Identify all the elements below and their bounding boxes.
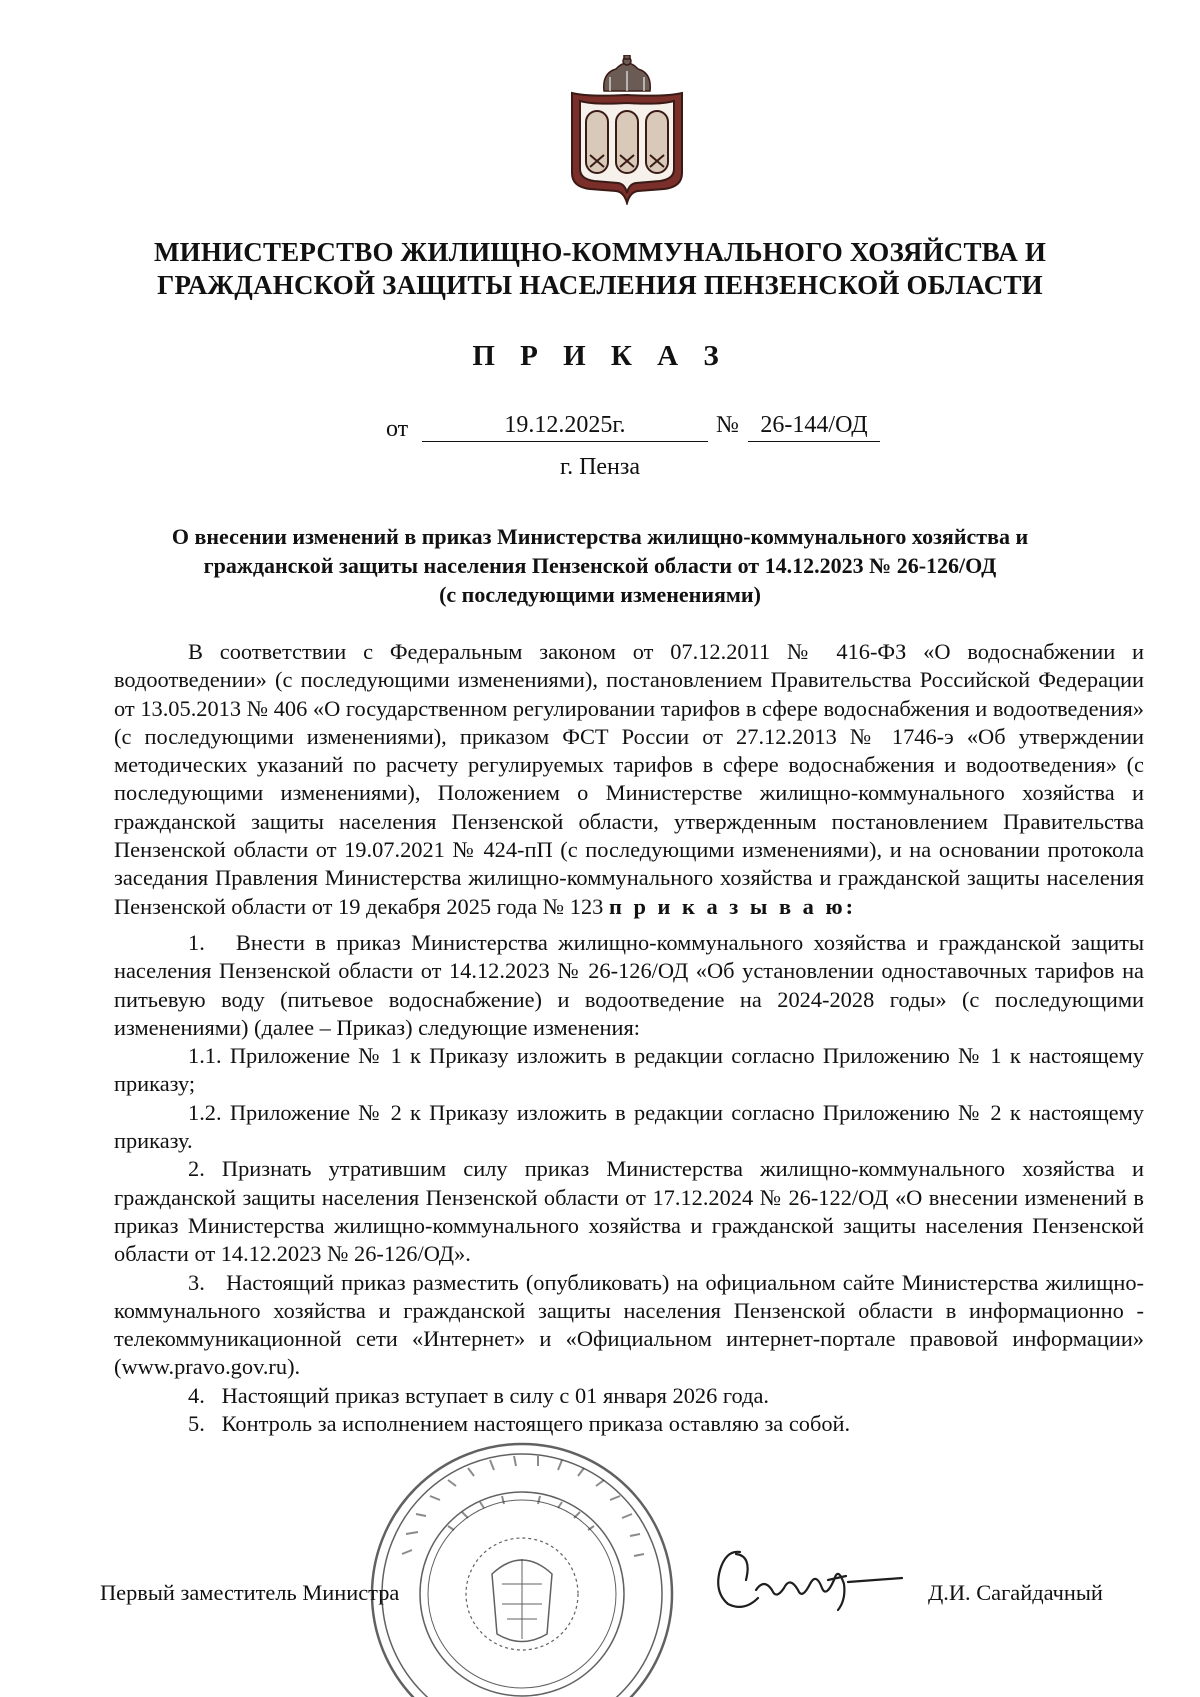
command-word: п р и к а з ы в а ю: <box>608 893 857 919</box>
ministry-name-line1: МИНИСТЕРСТВО ЖИЛИЩНО-КОММУНАЛЬНОГО ХОЗЯЙСТВА И <box>153 237 1047 267</box>
signer-position: Первый заместитель Министра <box>100 1580 400 1605</box>
order-number: 26-144/ОД <box>748 412 880 442</box>
ministry-name-line2: ГРАЖДАНСКОЙ ЗАЩИТЫ НАСЕЛЕНИЯ ПЕНЗЕНСКОЙ ОБЛАСТИ <box>157 270 1043 300</box>
order-city: г. Пенза <box>559 454 641 480</box>
official-round-seal-icon <box>362 1434 682 1697</box>
preamble-paragraph <box>114 638 1144 921</box>
order-title: П Р И К А З <box>472 340 728 372</box>
order-body <box>114 638 1144 1438</box>
order-date-number-line <box>0 412 1200 452</box>
item-1-2: 1.2. Приложение № 2 к Приказу изложить в редакции согласно Приложению № 2 к настоящему приказу. <box>114 1099 1144 1154</box>
ministry-name <box>100 236 1100 302</box>
item-3: 3. Настоящий приказ разместить (опубликовать) на официальном сайте Министерства жилищно-коммунального хозяйства и гражданской защиты населения Пензенской области в информационно - телекоммуникационной сети «Интернет» и «Официальном интернет-портале правовой информации» (www.pravo.gov.ru). <box>114 1269 1144 1380</box>
subject-line1: О внесении изменений в приказ Министерства жилищно-коммунального хозяйства и <box>171 524 1029 549</box>
signer-name: Д.И. Сагайдачный <box>928 1580 1103 1605</box>
number-label: № <box>716 412 739 438</box>
preamble-text: В соответствии с Федеральным законом от 07.12.2011 № 416-ФЗ «О водоснабжении и водоотведении» (с последующими изменениями), постановлением Правительства Российской Федерации от 13.05.2013 № 406 «О государственном регулировании тарифов в сфере водоснабжения и водоотведения» (с последующими изменениями), приказом ФСТ России от 27.12.2013 № 1746-э «Об утверждении методических указаний по расчету регулируемых тарифов в сфере водоснабжения и водоотведения» (с последующими изменениями), Положением о Министерстве жилищно-коммунального хозяйства и гражданской защиты населения Пензенской области, утвержденным постановлением Правительства Пензенской области от 19.07.2021 № 424-пП (с последующими изменениями), и на основании протокола заседания Правления Министерства жилищно-коммунального хозяйства и гражданской защиты населения Пензенской области от 19 декабря 2025 года № 123 <box>114 639 1144 919</box>
item-1-1: 1.1. Приложение № 1 к Приказу изложить в редакции согласно Приложению № 1 к настоящему приказу; <box>114 1043 1144 1097</box>
item-5: 5. Контроль за исполнением настоящего приказа оставляю за собой. <box>188 1411 851 1437</box>
order-date: 19.12.2025г. <box>422 412 708 442</box>
item-1: 1. Внести в приказ Министерства жилищно-коммунального хозяйства и гражданской защиты населения Пензенской области от 14.12.2023 № 26-126/ОД «Об установлении одноставочных тарифов на питьевую воду (питьевое водоснабжение) и водоотведение на 2024-2028 годы» (с последующими изменениями) (далее – Приказ) следующие изменения: <box>114 929 1144 1040</box>
penza-coat-of-arms-icon <box>566 55 688 205</box>
handwritten-signature-icon <box>706 1540 926 1620</box>
item-2: 2. Признать утратившим силу приказ Министерства жилищно-коммунального хозяйства и гражданской защиты населения Пензенской области от 17.12.2024 № 26-122/ОД «О внесении изменений в приказ Министерства жилищно-коммунального хозяйства и гражданской защиты населения Пензенской области от 14.12.2023 № 26-126/ОД». <box>114 1156 1144 1267</box>
order-subject <box>100 522 1100 609</box>
subject-line3: (с последующими изменениями) <box>439 582 761 607</box>
subject-line2: гражданской защиты населения Пензенской области от 14.12.2023 № 26-126/ОД <box>203 553 997 578</box>
item-4: 4. Настоящий приказ вступает в силу с 01 января 2026 года. <box>188 1382 770 1408</box>
date-label: от <box>386 416 409 442</box>
